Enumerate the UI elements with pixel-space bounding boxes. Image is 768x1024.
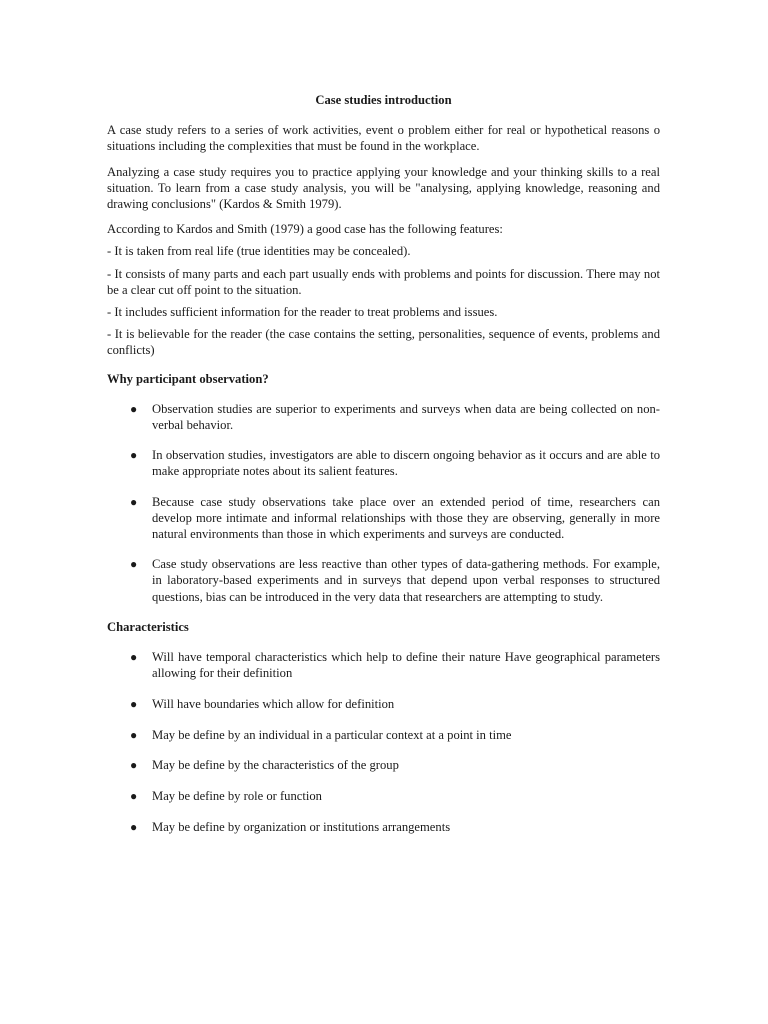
list-item bbox=[107, 819, 660, 835]
list-item bbox=[107, 788, 660, 804]
section-heading-characteristics: Characteristics bbox=[107, 619, 189, 634]
bullet-icon: ● bbox=[130, 758, 138, 773]
characteristics-list bbox=[107, 649, 660, 835]
bullet-icon: ● bbox=[130, 557, 138, 572]
list-item-text: Observation studies are superior to experiments and surveys when data are being collected on non-verbal behavior. bbox=[152, 401, 660, 433]
list-item bbox=[107, 401, 660, 433]
list-item-text: May be define by an individual in a particular context at a point in time bbox=[152, 727, 512, 742]
observation-list bbox=[107, 401, 660, 605]
bullet-icon: ● bbox=[130, 494, 138, 509]
bullet-icon: ● bbox=[130, 819, 138, 834]
bullet-icon: ● bbox=[130, 789, 138, 804]
list-item bbox=[107, 727, 660, 743]
list-item-text: May be define by the characteristics of the group bbox=[152, 758, 399, 773]
bullet-icon: ● bbox=[130, 696, 138, 711]
document-title: Case studies introduction bbox=[315, 93, 452, 107]
list-item bbox=[107, 757, 660, 773]
list-item-text: Because case study observations take place over an extended period of time, researchers can develop more intimate and informal relationships with those they are observing, generally in more natural environments than those in which experiments and surveys are conducted. bbox=[152, 494, 660, 542]
feature-item: - It includes sufficient information for the reader to treat problems and issues. bbox=[107, 305, 498, 320]
feature-item: - It consists of many parts and each part usually ends with problems and points for discussion. There may not be a clear cut off point to the situation. bbox=[107, 266, 660, 297]
intro-paragraph-3: According to Kardos and Smith (1979) a good case has the following features: bbox=[107, 222, 503, 237]
list-item bbox=[107, 494, 660, 543]
intro-paragraph-1: A case study refers to a series of work activities, event o problem either for real or hypothetical reasons o situations including the complexities that must be found in the workplace. bbox=[107, 123, 660, 154]
list-item bbox=[107, 696, 660, 712]
list-item bbox=[107, 649, 660, 681]
list-item bbox=[107, 447, 660, 479]
bullet-icon: ● bbox=[130, 401, 138, 416]
bullet-icon: ● bbox=[130, 650, 138, 665]
feature-item: - It is believable for the reader (the case contains the setting, personalities, sequence of events, problems and conflicts) bbox=[107, 327, 660, 358]
list-item-text: May be define by role or function bbox=[152, 789, 322, 804]
list-item-text: May be define by organization or institutions arrangements bbox=[152, 819, 451, 834]
intro-paragraph-2: Analyzing a case study requires you to practice applying your knowledge and your thinking skills to a real situation. To learn from a case study analysis, you will be "analysing, applying knowledge, reasoning and drawing conclusions" (Kardos & Smith 1979). bbox=[107, 164, 660, 212]
document-page bbox=[107, 92, 660, 850]
bullet-icon: ● bbox=[130, 727, 138, 742]
list-item-text: Will have boundaries which allow for definition bbox=[152, 696, 395, 711]
section-heading-observation: Why participant observation? bbox=[107, 371, 269, 386]
bullet-icon: ● bbox=[130, 448, 138, 463]
feature-item: - It is taken from real life (true identities may be concealed). bbox=[107, 244, 411, 259]
list-item bbox=[107, 556, 660, 605]
list-item-text: In observation studies, investigators are able to discern ongoing behavior as it occurs and are able to make appropriate notes about its salient features. bbox=[152, 448, 660, 479]
list-item-text: Will have temporal characteristics which help to define their nature Have geographical parameters allowing for their definition bbox=[152, 650, 660, 681]
list-item-text: Case study observations are less reactive than other types of data-gathering methods. For example, in laboratory-based experiments and in surveys that depend upon verbal responses to structured questions, bias can be introduced in the very data that researchers are attempting to study. bbox=[152, 557, 660, 604]
